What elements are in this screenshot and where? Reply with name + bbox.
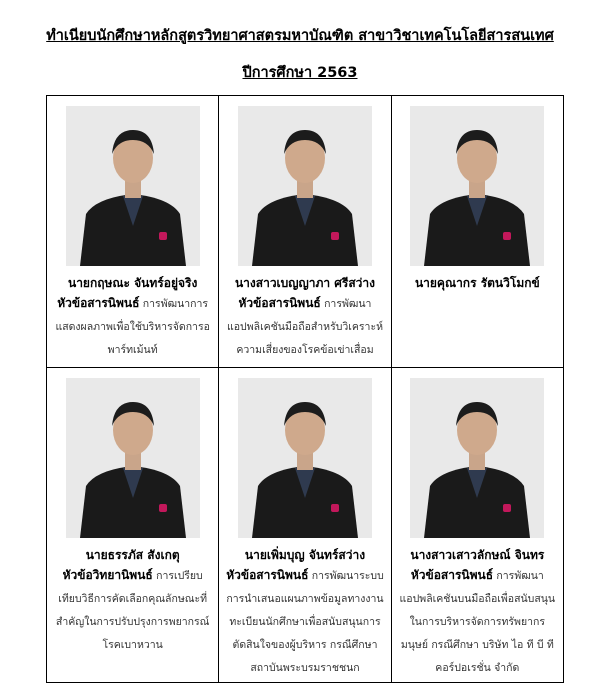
student-card bbox=[47, 96, 219, 368]
portrait-illustration bbox=[238, 378, 372, 538]
badge-icon bbox=[503, 504, 511, 512]
portrait-illustration bbox=[238, 106, 372, 266]
badge-icon bbox=[331, 504, 339, 512]
badge-icon bbox=[503, 232, 511, 240]
topic-label: หัวข้อสารนิพนธ์ bbox=[410, 568, 494, 582]
portrait-illustration bbox=[66, 378, 200, 538]
thesis-topic bbox=[219, 292, 390, 362]
student-card bbox=[47, 368, 219, 683]
portrait-illustration bbox=[410, 106, 544, 266]
student-card bbox=[391, 368, 563, 683]
student-name: นายกฤษณะ จันทร์อยู่จริง bbox=[67, 276, 198, 290]
topic-text: การพัฒนาแอปพลิเคชันมือถือสำหรับวิเคราะห์ความเสี่ยงของโรคข้อเข่าเสื่อม bbox=[226, 298, 384, 356]
topic-label: หัวข้อสารนิพนธ์ bbox=[226, 568, 309, 582]
student-photo bbox=[238, 106, 372, 266]
student-directory-grid bbox=[46, 95, 564, 683]
badge-icon bbox=[331, 232, 339, 240]
portrait-illustration bbox=[410, 378, 544, 538]
student-name: นายธรรภัส สังเกตุ bbox=[85, 548, 180, 562]
topic-text: การพัฒนาการแสดงผลภาพเพื่อใช้บริหารจัดการอพาร์ทเม้นท์ bbox=[55, 298, 210, 356]
topic-text: การพัฒนาแอปพลิเคชันบนมือถือเพื่อสนับสนุนในการบริหารจัดการทรัพยากรมนุษย์ กรณีศึกษา บริษัท ไอ ที บี ที คอร์ปอเรชั่น จำกัด bbox=[399, 570, 556, 674]
topic-label: หัวข้อสารนิพนธ์ bbox=[238, 296, 321, 310]
topic-label: หัวข้อวิทยานิพนธ์ bbox=[62, 568, 153, 582]
student-photo bbox=[410, 378, 544, 538]
student-name: นางสาวเบญญาภา ศรีสว่าง bbox=[234, 276, 376, 290]
academic-year: ปีการศึกษา 2563 bbox=[242, 65, 358, 81]
thesis-topic bbox=[47, 564, 218, 657]
topic-text: การพัฒนาระบบการนำเสนอแผนภาพข้อมูลทางงานทะเบียนนักศึกษาเพื่อสนับสนุนการตัดสินใจของผู้บริหาร กรณีศึกษาสถาบันพระบรมราชชนก bbox=[226, 570, 384, 674]
student-card bbox=[391, 96, 563, 368]
student-name: นายเพิ่มบุญ จันทร์สว่าง bbox=[244, 548, 366, 562]
student-name: นางสาวเสาวลักษณ์ จินทร bbox=[410, 548, 545, 562]
student-photo bbox=[238, 378, 372, 538]
thesis-topic bbox=[392, 564, 563, 680]
student-photo bbox=[410, 106, 544, 266]
page-title: ทำเนียบนักศึกษาหลักสูตรวิทยาศาสตรมหาบัณฑิต สาขาวิชาเทคโนโลยีสารสนเทศ bbox=[46, 28, 554, 44]
student-photo bbox=[66, 106, 200, 266]
thesis-topic bbox=[47, 292, 218, 362]
student-name: นายคุณากร รัตนวิโมกข์ bbox=[414, 276, 540, 290]
badge-icon bbox=[159, 232, 167, 240]
grid-row bbox=[47, 96, 564, 368]
student-card bbox=[219, 368, 391, 683]
topic-label: หัวข้อสารนิพนธ์ bbox=[57, 296, 140, 310]
topic-text: การเปรียบเทียบวิธีการคัดเลือกคุณลักษณะที่สำคัญในการปรับปรุงการพยากรณ์โรคเบาหวาน bbox=[55, 570, 210, 651]
student-card bbox=[219, 96, 391, 368]
thesis-topic bbox=[219, 564, 390, 680]
portrait-illustration bbox=[66, 106, 200, 266]
student-photo bbox=[66, 378, 200, 538]
badge-icon bbox=[159, 504, 167, 512]
grid-row bbox=[47, 368, 564, 683]
